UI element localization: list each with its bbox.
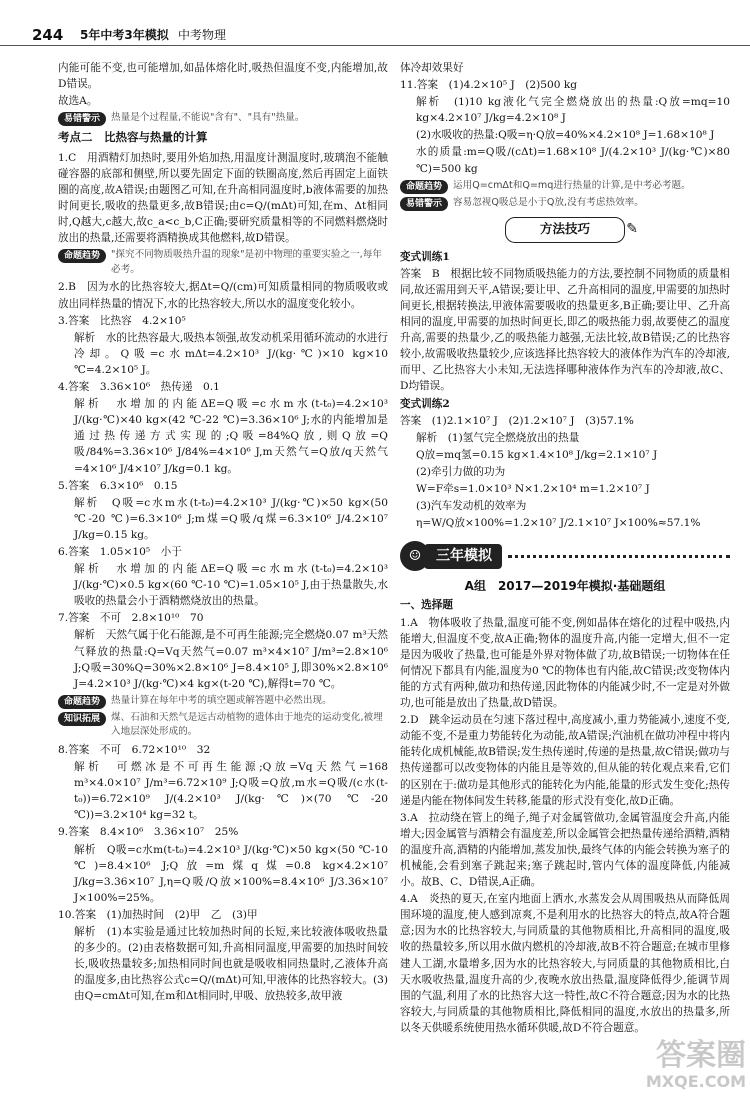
pencil-icon: ✎: [626, 220, 638, 237]
answer-item: 6.答案 1.05×10⁵ 小于: [58, 545, 182, 558]
watermark-logo: 答案圈: [656, 1038, 746, 1073]
group-heading: A组 2017—2019年模拟·基础题组: [464, 579, 666, 594]
solution-text: 解析 Q吸=c水m水(t-t₀)=4.2×10³ J/(kg·℃)×50 kg×(50 ℃-20 ℃)=6.3×10⁶ J;m煤=Q吸/q煤=6.3×10⁶ J/4.2×10⁷ J/kg=0.15 kg。: [74, 496, 388, 541]
tip-text: 容易忽视Q吸总是小于Q放,没有考虑热效率。: [453, 196, 644, 208]
tip-note: [400, 196, 730, 211]
answer-item: 3.A 拉动绕在管上的绳子,绳子对金属管做功,金属管温度会升高,内能增大;因金属管与酒精会有温度差,所以金属管会把热量传递给酒精,酒精的温度升高,酒精的内能增加,蒸发加快,最终气体的内能会转换为塞子的机械能,会看到塞子跳起来;塞子跳起时,管内气体的温度降低,内能减小。故B、C、D错误,A正确。: [400, 811, 730, 889]
answer-item: 7.答案 不可 2.8×10¹⁰ 70: [58, 612, 204, 625]
answer-item: 3.答案 比热容 4.2×10⁵: [58, 314, 186, 327]
answer-item: 体冷却效果好: [400, 62, 464, 74]
left-column: [58, 60, 388, 1090]
solution-text: 解析 (1)氢气完全燃烧放出的热量: [416, 431, 580, 444]
tip-text: 热量计算在每年中考的填空题或解答题中必然出现。: [111, 694, 332, 706]
answer-item: 4.答案 3.36×10⁶ 热传递 0.1: [58, 381, 220, 394]
answer-item: 1.C 用酒精灯加热时,要用外焰加热,用温度计测温度时,玻璃泡不能触碰容器的底部和侧壁,所以要先固定下面的铁圈高度,然后再固定上面铁圈的高度,故A错误;由题图乙可知,在升高相同温度时,b液体需要的加热时间更长,吸收的热量更多,故B错误;由c=Q/(mΔt)可知,在m、Δt相同时,Q越大,c越大,故c_a<c_b,C正确;要研究质量相等的不同燃料燃烧时放出的热量,还需要将酒精换成其他燃料,故D错误。: [58, 151, 388, 245]
tip-text: 热量是个过程量,不能说"含有"、"具有"热量。: [111, 112, 305, 124]
answer-item: 1.A 物体吸收了热量,温度可能不变,例如晶体在熔化的过程中吸热,内能增大,但温度不变,故A正确;物体的温度升高,内能一定增大,但不一定是因为吸收了热量,也可能是外界对物体做了功,故B错误;一切物体在任何情况下都具有内能,温度为0 ℃的物体也有内能,故C错误;改变物体内能的方式有两种,做功和热传递,因此物体的内能减少时,不一定是对外做功,也可能是放出了热量,故D错误。: [400, 616, 730, 710]
watermark-url: MXQE.COM: [645, 1072, 746, 1091]
solution-text: W=F牵s=1.0×10³ N×1.2×10⁴ m=1.2×10⁷ J: [416, 482, 650, 495]
answer-item: 4.A 炎热的夏天,在室内地面上洒水,水蒸发会从周围吸热从而降低周围环境的温度,使人感到凉爽,不是利用水的比热容大的特点,故A符合题意;因为水的比热容较大,与同质量的其他物质相比,升高相同的温度,吸收的热量较多,所以用水做内燃机的冷却液,故B不符合题意;在城市里修建人工湖,水量增多,因为水的比热容较大,与同质量的其他物质相比,白天水吸收热量,温度升高的少,夜晚水放出热量,温度降低得少,能调节周围的气温,利用了水的比热容大这一特性,故C不符合题意;因为水的比热容较大,与同质量的其他物质相比,降低相同的温度,水放出的热量多,所以冬天供暖系统使用热水循环供暖,故D不符合题意。: [400, 893, 730, 1034]
tip-badge: 易错警示: [400, 197, 448, 211]
solution-text: (2)牵引力做的功为: [416, 465, 506, 478]
tip-badge: 知识拓展: [58, 712, 106, 726]
banner-label: 三年模拟: [424, 544, 502, 569]
answer-item: 内能可能不变,也可能增加,如晶体熔化时,吸热但温度不变,内能增加,故D错误。: [58, 62, 388, 91]
watermark: [606, 1040, 746, 1096]
answer-item: 2.D 跳伞运动员在匀速下落过程中,高度减小,重力势能减小,速度不变,动能不变,不是重力势能转化为动能,故A错误;汽油机在做功冲程中将内能转化成机械能,故B错误;发生热传递时,传递的是热量,故C错误;做功与热传递都可以改变物体的内能且是等效的,但从能的转化观点来看,它们的区别在于:做功是其他形式的能转化为内能,能量的形式发生变化;热传递是内能在物体间发生转移,能量的形式没有变化,故D正确。: [400, 714, 730, 807]
answer-item: 9.答案 8.4×10⁶ 3.36×10⁷ 25%: [58, 826, 239, 839]
section-heading: 考点二 比热容与热量的计算: [58, 130, 208, 145]
tip-note: [58, 111, 388, 126]
solution-text: (3)汽车发动机的效率为: [416, 500, 527, 513]
tip-text: "探究不同物质吸热升温的现象"是初中物理的重要实验之一,每年必考。: [111, 249, 382, 275]
solution-text: 解析 天然气属于化石能源,是不可再生能源;完全燃烧0.07 m³天然气释放的热量:Q=Vq天然气=0.07 m³×4×10⁷ J/m³=2.8×10⁶ J;Q吸=30%Q=30%×2.8×10⁶ J=8.4×10⁵ J,即30%×2.8×10⁶ J=4.2×10³ J/(kg·℃)×4 kg×(t-20 ℃),解得t=70 ℃。: [74, 629, 388, 690]
sub-heading: 变式训练2: [400, 397, 450, 410]
page-number: 244: [32, 26, 64, 44]
solution-text: 解析 水增加的内能ΔE=Q吸=c水m水(t-t₀)=4.2×10³ J/(kg·℃)×40 kg×(42 ℃-22 ℃)=3.36×10⁶ J;水的内能增加是通过热传递方式实现的;Q吸=84%Q放,则Q放=Q吸/84%=3.36×10⁶ J/84%=4×10⁶ J,m天然气=Q放/q天然气=4×10⁶ J/4×10⁷ J/kg=0.1 kg。: [74, 398, 388, 475]
answer-item: 故选A。: [58, 95, 98, 108]
answer-item: 11.答案 (1)4.2×10⁵ J (2)500 kg: [400, 79, 578, 92]
solution-text: 解析 (1)本实验是通过比较加热时间的长短,来比较液体吸收热量的多少的。(2)由表格数据可知,升高相同温度,甲需要的加热时间较长,吸收热量较多;加热相同时间也就是吸收相同热量时,乙液体升高的温度多,由比热容公式c=Q/(mΔt)可知,甲液体的比热容较大。(3)由Q=cmΔt可知,在m和Δt相同时,甲吸、放热较多,故甲液: [74, 926, 388, 1003]
solution-text: 解析 水增加的内能ΔE=Q吸=c水m水(t-t₀)=4.2×10³ J/(kg·℃)×0.5 kg×(60 ℃-10 ℃)=1.05×10⁵ J,由于热量散失,水吸收的热量会小于酒精燃烧放出的热量。: [74, 563, 388, 608]
tip-badge: 命题趋势: [58, 695, 106, 709]
tip-text: 运用Q=cmΔt和Q=mq进行热量的计算,是中考必考题。: [453, 179, 691, 191]
banner-divider: [508, 555, 730, 558]
sub-heading: 一、选择题: [400, 599, 453, 612]
solution-text: Q放=mq氢=0.15 kg×1.4×10⁸ J/kg=2.1×10⁷ J: [416, 448, 658, 461]
method-box-title: 方法技巧: [539, 220, 590, 236]
tip-note: [58, 248, 388, 277]
tip-note: [58, 694, 388, 709]
book-title: 5年中考3年模拟: [80, 28, 169, 42]
page-header: [0, 0, 750, 46]
section-banner: [400, 541, 730, 571]
answer-item: 8.答案 不可 6.72×10¹⁰ 32: [58, 743, 211, 756]
solution-text: (2)水吸收的热量:Q吸=η·Q放=40%×4.2×10⁸ J=1.68×10⁸ J: [416, 129, 715, 142]
tip-badge: 命题趋势: [400, 180, 448, 194]
solution-text: η=W/Q放×100%=1.2×10⁷ J/2.1×10⁷ J×100%≈57.1%: [416, 517, 701, 530]
solution-text: 解析 可燃冰是不可再生能源;Q放=Vq天然气=168 m³×4.0×10⁷ J/m³=6.72×10⁹ J;Q吸=Q放,m水=Q吸/(c水(t-t₀))=6.72×10⁹ J/(4.2×10³ J/(kg·℃)×(70 ℃-20 ℃))=3.2×10⁴ kg=32 t。: [74, 761, 388, 822]
sub-heading: 变式训练1: [400, 250, 450, 263]
mascot-icon: ☺: [400, 541, 430, 571]
tip-badge: 命题趋势: [58, 249, 106, 263]
tip-note: [58, 711, 388, 740]
answer-item: 答案 B 根据比较不同物质吸热能力的方法,要控制不同物质的质量相同,故还需用到天平,A错误;要让甲、乙升高相同的温度,甲需要的加热时间更长,根据转换法,甲液体需要吸收的热量更多,B正确;要让甲、乙升高相同的温度,甲需要的加热时间更长,即乙的吸热能力弱,故要使乙的温度升高,需要的热量少,乙的吸热能力越强,无法比较,故B错误;乙的比热容较小,故需吸收热量较少,应该选择比热容较大的液体作为汽车的冷却液,而甲、乙比热容大小未知,无法选择哪种液体作为汽车的冷却液,故C、D均错误。: [400, 267, 730, 393]
answer-item: 2.B 因为水的比热容较大,据Δt=Q/(cm)可知质量相同的物质吸收或放出同样热量的情况下,水的比热容较大,所以水的温度变化较小。: [58, 281, 388, 310]
solution-text: 水的质量:m=Q吸/(cΔt)=1.68×10⁸ J/(4.2×10³ J/(kg·℃)×80 ℃)=500 kg: [416, 146, 730, 175]
tip-badge: 易错警示: [58, 112, 106, 126]
solution-text: 解析 水的比热容最大,吸热本领强,故发动机采用循环流动的水进行冷却。Q吸=c水mΔt=4.2×10³ J/(kg·℃)×10 kg×10 ℃=4.2×10⁵ J。: [74, 331, 388, 376]
answer-item: 答案 (1)2.1×10⁷ J (2)1.2×10⁷ J (3)57.1%: [400, 414, 634, 427]
solution-text: 解析 (1)10 kg液化气完全燃烧放出的热量:Q放=mq=10 kg×4.2×10⁷ J/kg=4.2×10⁸ J: [416, 96, 730, 125]
answer-item: 5.答案 6.3×10⁶ 0.15: [58, 479, 178, 492]
answer-item: 10.答案 (1)加热时间 (2)甲 乙 (3)甲: [58, 908, 258, 921]
method-box: [505, 217, 638, 243]
tip-note: [400, 179, 730, 194]
subject-label: 中考物理: [178, 28, 227, 42]
right-column: [400, 60, 730, 1090]
tip-text: 煤、石油和天然气是远古动植物的遗体由于地壳的运动变化,被埋入地层深处形成的。: [111, 711, 383, 738]
solution-text: 解析 Q吸=c水m(t-t₀)=4.2×10³ J/(kg·℃)×50 kg×(50 ℃-10 ℃)=8.4×10⁶ J;Q放=m煤q煤=0.8 kg×4.2×10⁷ J/kg=3.36×10⁷ J,η=Q吸/Q放×100%=8.4×10⁶ J/3.36×10⁷ J×100%=25%。: [74, 843, 388, 904]
